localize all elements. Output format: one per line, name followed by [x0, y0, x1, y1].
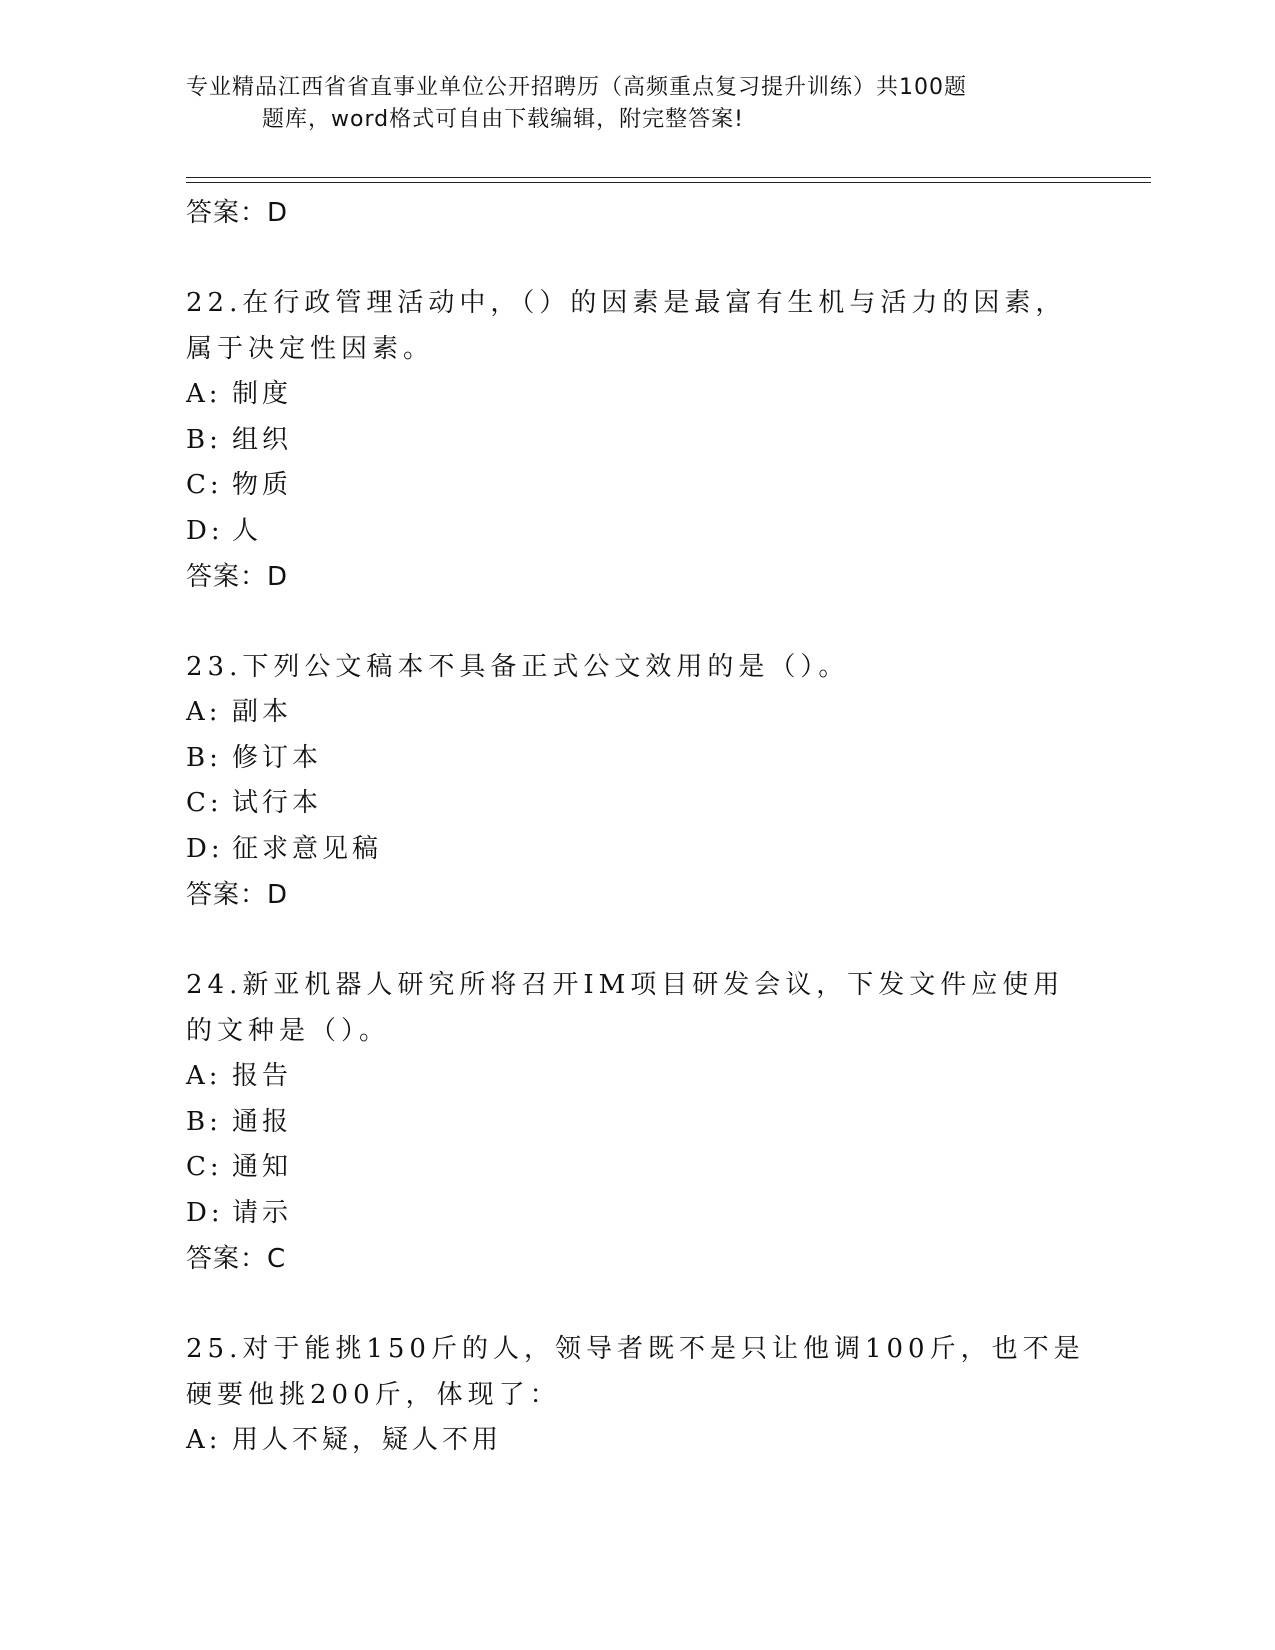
- option-key: A:: [186, 1425, 222, 1455]
- option-text: 物质: [232, 470, 293, 500]
- option-c: [186, 1145, 1086, 1191]
- option-c: [186, 463, 1086, 509]
- option-text: 人: [232, 515, 263, 546]
- question-item: [186, 280, 1086, 600]
- option-key: C:: [186, 1152, 223, 1182]
- option-a: [186, 372, 1086, 418]
- option-text: 组织: [232, 424, 293, 455]
- question-text: 24.新亚机器人研究所将召开IM项目研发会议，下发文件应使用的文种是（）。: [186, 970, 1065, 1046]
- option-text: 用人不疑，疑人不用: [232, 1425, 503, 1455]
- option-key: A:: [186, 379, 222, 409]
- option-text: 通报: [232, 1106, 293, 1137]
- answer-line: 答案：D: [186, 562, 289, 592]
- answer-line: 答案：D: [186, 198, 289, 228]
- option-a: [186, 690, 1086, 736]
- option-d: [186, 509, 1086, 555]
- option-key: C:: [186, 788, 223, 818]
- option-text: 试行本: [232, 788, 323, 818]
- option-a: [186, 1418, 1086, 1464]
- option-text: 报告: [232, 1061, 293, 1091]
- option-key: D:: [186, 515, 224, 546]
- option-key: D:: [186, 1197, 224, 1228]
- option-text: 通知: [232, 1152, 293, 1182]
- option-b: [186, 1100, 1086, 1146]
- question-text: 25.对于能挑150斤的人，领导者既不是只让他调100斤，也不是硬要他挑200斤，体现了：: [186, 1334, 1085, 1410]
- option-c: [186, 781, 1086, 827]
- option-text: 修订本: [232, 742, 323, 773]
- option-text: 副本: [232, 697, 293, 727]
- header-divider-thin: [186, 177, 1151, 178]
- document-header: [186, 72, 1046, 136]
- header-title-line2: 题库，word格式可自由下载编辑，附完整答案!: [262, 107, 744, 132]
- option-key: C:: [186, 470, 223, 500]
- option-key: B:: [186, 742, 222, 773]
- question-item: [186, 962, 1086, 1282]
- question-text: 23.下列公文稿本不具备正式公文效用的是（）。: [186, 652, 850, 682]
- question-item: [186, 644, 1086, 918]
- option-key: B:: [186, 424, 222, 455]
- option-b: [186, 418, 1086, 464]
- option-key: B:: [186, 1106, 222, 1137]
- question-list: [186, 190, 1086, 1464]
- option-a: [186, 1054, 1086, 1100]
- header-divider-thick: [186, 182, 1151, 183]
- option-d: [186, 1191, 1086, 1237]
- option-text: 请示: [232, 1197, 293, 1228]
- option-text: 征求意见稿: [232, 833, 383, 864]
- answer-line: 答案：C: [186, 1244, 287, 1274]
- header-title-line1: 专业精品江西省省直事业单位公开招聘历（高频重点复习提升训练）共100题: [186, 75, 967, 100]
- answer-line: 答案：D: [186, 880, 289, 910]
- option-text: 制度: [232, 379, 293, 409]
- question-item: [186, 1326, 1086, 1464]
- option-b: [186, 736, 1086, 782]
- option-key: A:: [186, 697, 222, 727]
- option-key: D:: [186, 833, 224, 864]
- option-d: [186, 827, 1086, 873]
- option-key: A:: [186, 1061, 222, 1091]
- question-text: 22.在行政管理活动中，（）的因素是最富有生机与活力的因素，属于决定性因素。: [186, 288, 1067, 364]
